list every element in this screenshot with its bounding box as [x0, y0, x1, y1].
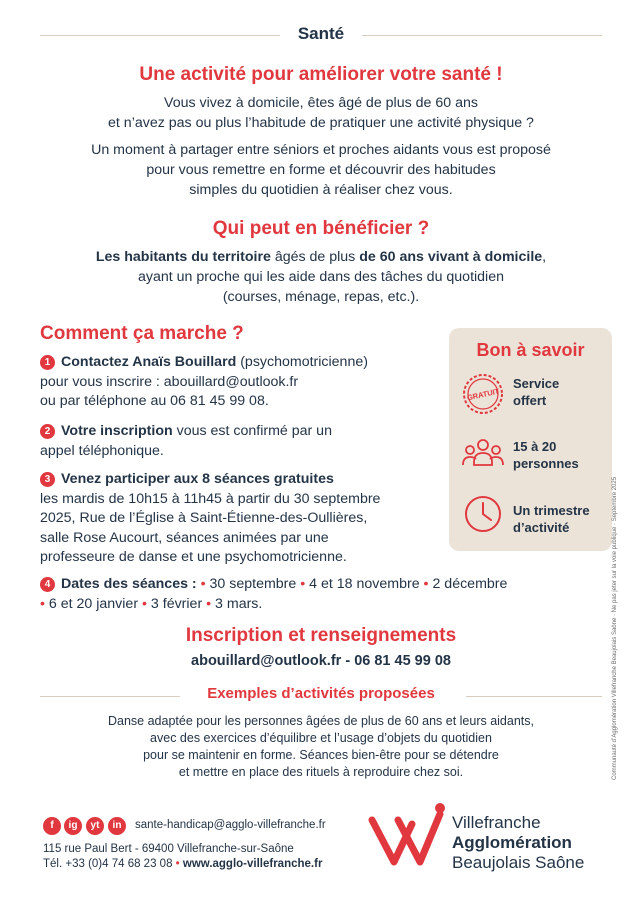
examples-line: pour se maintenir en forme. Séances bien-être pour se détendre [143, 748, 499, 762]
step-2-bold: Votre inscription [61, 423, 173, 439]
step-3 [40, 470, 460, 568]
intro-paragraph-2 [30, 140, 612, 200]
footer-website[interactable]: www.agglo-villefranche.fr [182, 858, 323, 870]
intro-p1-line: Vous vivez à domicile, êtes âgé de plus de 60 ans [164, 95, 478, 111]
logo-line-2: Agglomération [452, 833, 572, 852]
side-legal-text: Communauté d’Agglomération Villefranche Beaujolais Saône · Ne pas jeter sur la voie publique · Septembre 2025 [612, 476, 618, 780]
bullet-dot: • [40, 595, 49, 612]
agglo-logo-mark [368, 800, 448, 872]
logo-line-1: Villefranche [452, 813, 541, 832]
intro-p2-line: pour vous remettre en forme et découvrir des habitudes [146, 162, 496, 178]
step-1-line-2: pour vous inscrire : abouillard@outlook.fr [40, 373, 299, 390]
registration-title: Inscription et renseignements [185, 625, 457, 646]
intro-p2-line: Un moment à partager entre séniors et proches aidants vous est proposé [91, 142, 551, 158]
date-item: 2 décembre [432, 576, 508, 592]
step-number-badge: 2 [40, 424, 55, 439]
date-item: 3 février [150, 595, 203, 612]
page-title: Santé [297, 24, 345, 43]
date-item: 4 et 18 novembre [309, 576, 420, 592]
stamp-label: GRATUIT [466, 386, 501, 403]
step-number-badge: 3 [40, 472, 55, 487]
step-2-line-2: appel téléphonique. [40, 442, 164, 459]
footer-address: 115 rue Paul Bert - 69400 Villefranche-sur-Saône [43, 843, 294, 855]
logo-line-3: Beaujolais Saône [452, 853, 585, 872]
info-duration [513, 502, 590, 536]
step-2-rest: vous est confirmé par un [172, 423, 332, 439]
eligibility-paragraph [30, 247, 612, 307]
how-title: Comment ça marche ? [40, 323, 244, 344]
registration-contact: abouillard@outlook.fr - 06 81 45 99 08 [191, 653, 451, 669]
bullet-dot: • [142, 595, 151, 612]
step-2 [40, 422, 460, 461]
intro-title: Une activité pour améliorer votre santé ! [139, 64, 503, 85]
bullet-dot: • [423, 576, 433, 592]
info-free-service [513, 375, 559, 409]
footer-contact-line [43, 858, 322, 870]
examples-line: Danse adaptée pour les personnes âgées de plus de 60 ans et leurs aidants, [108, 714, 534, 728]
eligibility-text-1: âgés de plus [270, 249, 360, 265]
facebook-icon[interactable]: f [43, 817, 61, 835]
good-to-know-box [449, 328, 612, 551]
examples-line: et mettre en place des rituels à reproduire chez soi. [178, 765, 464, 779]
step-1-line-3: ou par téléphone au 06 81 45 99 08. [40, 393, 269, 409]
info-line: personnes [513, 456, 579, 471]
bullet-dot: • [300, 576, 310, 592]
bullet-dot: • [175, 858, 183, 870]
step-1-rest: (psychomotricienne) [236, 354, 368, 370]
step-3-line-2: les mardis de 10h15 à 11h45 à partir du 30 septembre [40, 490, 381, 507]
step-3-line-5: professeure de danse et une psychomotricienne. [40, 549, 347, 565]
intro-p1-line: et n’avez pas ou plus l’habitude de pratiquer une activité physique ? [108, 115, 534, 131]
date-item: 30 septembre [209, 576, 297, 592]
bullet-dot: • [206, 595, 216, 612]
youtube-icon[interactable]: yt [86, 817, 104, 835]
examples-title: Exemples d’activités proposées [207, 685, 435, 702]
info-line: 15 à 20 [513, 439, 557, 454]
intro-paragraph-1 [30, 93, 612, 133]
info-line: offert [513, 393, 547, 408]
step-3-line-4: salle Rose Aucourt, séances animées par une [40, 529, 329, 546]
date-item: 3 mars. [215, 595, 263, 612]
good-to-know-title: Bon à savoir [476, 340, 585, 360]
linkedin-icon[interactable]: in [108, 817, 126, 835]
eligibility-line-2: ayant un proche qui les aide dans des tâches du quotidien [138, 269, 504, 285]
examples-text [60, 713, 582, 781]
agglo-logo-text [452, 813, 584, 873]
instagram-icon[interactable]: ig [64, 817, 82, 835]
step-3-line-3: 2025, Rue de l’Église à Saint-Étienne-des-Oullières, [40, 510, 368, 526]
step-number-badge: 4 [40, 577, 55, 592]
examples-line: avec des exercices d’équilibre et l’usage d’objets du quotidien [150, 731, 492, 745]
eligibility-line-3: (courses, ménage, repas, etc.). [222, 289, 420, 305]
eligibility-line-1 [30, 247, 612, 267]
step-number-badge: 1 [40, 355, 55, 370]
step-4-bold: Dates des séances : [61, 576, 197, 592]
footer-email[interactable]: sante-handicap@agglo-villefranche.fr [135, 819, 326, 831]
info-line: Service [513, 376, 560, 391]
clock-icon [461, 492, 505, 536]
eligibility-bold-1: Les habitants du territoire [95, 249, 271, 265]
info-group-size [513, 438, 579, 472]
bullet-dot: • [200, 576, 210, 592]
people-group-icon [461, 432, 505, 476]
intro-p2-line: simples du quotidien à réaliser chez vous. [189, 182, 453, 198]
step-3-bold: Venez participer aux 8 séances gratuites [61, 471, 334, 487]
gratuit-stamp-icon [461, 372, 505, 416]
date-item: 6 et 20 janvier [48, 595, 139, 612]
info-line: Un trimestre [513, 503, 590, 518]
info-line: d’activité [513, 520, 570, 535]
step-1-bold: Contactez Anaïs Bouillard [61, 354, 237, 370]
step-1 [40, 353, 460, 412]
step-4 [40, 575, 610, 614]
eligibility-comma: , [542, 249, 547, 265]
eligibility-title: Qui peut en bénéficier ? [212, 218, 430, 239]
footer-phone: Tél. +33 (0)4 74 68 23 08 [43, 858, 173, 870]
eligibility-bold-2: de 60 ans vivant à domicile [359, 249, 543, 265]
